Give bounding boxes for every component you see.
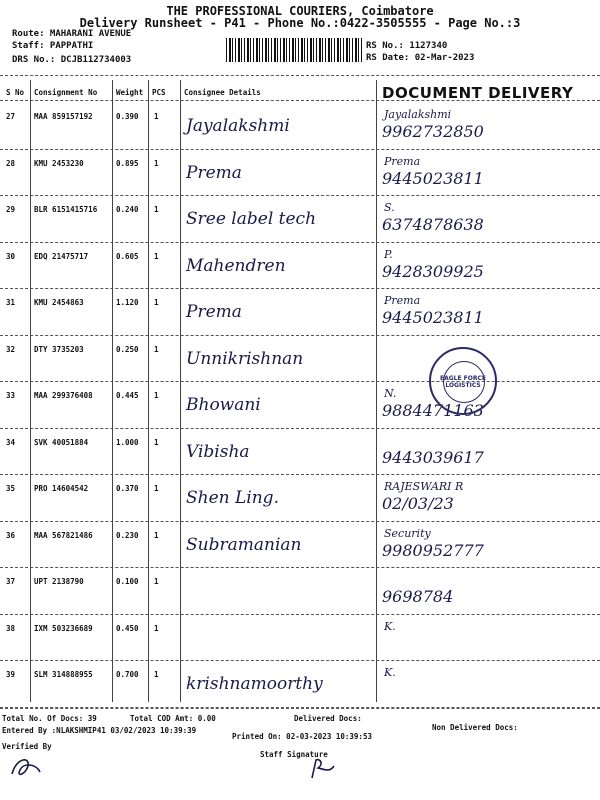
row-divider <box>0 474 600 475</box>
row-weight: 0.450 <box>116 623 139 633</box>
row-pcs: 1 <box>154 344 159 354</box>
row-divider <box>0 242 600 243</box>
row-divider <box>0 288 600 289</box>
col-sno: S No <box>6 88 25 97</box>
company-seal <box>429 347 497 415</box>
row-weight: 0.250 <box>116 344 139 354</box>
delivered-docs: Delivered Docs: <box>294 714 362 723</box>
row-pcs: 1 <box>154 298 159 307</box>
row-receiver-phone: 9443039617 <box>382 447 484 467</box>
row-pcs: 1 <box>154 158 159 168</box>
row-consignment-no: MAA 299376408 <box>34 391 93 400</box>
row-pcs: 1 <box>154 670 159 679</box>
row-receiver-sign: Prema <box>384 294 421 307</box>
row-divider <box>0 614 600 615</box>
row-divider <box>0 335 600 336</box>
row-consignment-no: DTY 3735203 <box>34 344 84 354</box>
divider <box>0 708 600 709</box>
col-consignment: Consignment No <box>34 88 98 97</box>
row-pcs: 1 <box>154 391 159 400</box>
row-consignee-name: Sree label tech <box>186 209 317 229</box>
row-receiver-sign: RAJESWARI R <box>384 480 464 493</box>
row-receiver-sign: N. <box>384 387 397 400</box>
row-pcs: 1 <box>154 484 159 493</box>
row-sno: 28 <box>6 158 16 168</box>
column-rule <box>112 80 113 702</box>
document-delivery-stamp: DOCUMENT DELIVERY <box>382 84 574 102</box>
col-weight: Weight <box>116 88 144 97</box>
row-weight: 1.000 <box>116 437 139 447</box>
row-sno: 30 <box>6 251 16 261</box>
row-consignment-no: KMU 2454863 <box>34 298 84 307</box>
row-weight: 0.390 <box>116 112 139 121</box>
row-divider <box>0 149 600 150</box>
row-pcs: 1 <box>154 577 159 586</box>
row-consignment-no: MAA 567821486 <box>34 530 93 540</box>
row-receiver-phone: 9962732850 <box>382 122 484 141</box>
row-weight: 0.240 <box>116 205 139 214</box>
col-pcs: PCS <box>152 88 166 97</box>
drs-number: DRS No.: DCJB112734003 <box>12 55 132 65</box>
row-weight: 0.700 <box>116 670 139 679</box>
row-consignment-no: SLM 314888955 <box>34 670 93 679</box>
row-sno: 35 <box>6 484 16 493</box>
row-pcs: 1 <box>154 623 159 633</box>
row-divider <box>0 567 600 568</box>
row-sno: 33 <box>6 391 16 400</box>
row-receiver-sign: K. <box>384 619 396 633</box>
row-weight: 1.120 <box>116 298 139 307</box>
row-consignee-name: Vibisha <box>186 441 250 462</box>
col-consignee: Consignee Details <box>184 88 261 97</box>
barcode <box>226 38 362 62</box>
column-rule <box>30 80 31 702</box>
row-receiver-sign: Security <box>384 526 431 540</box>
row-sno: 32 <box>6 344 16 354</box>
row-weight: 0.605 <box>116 251 139 261</box>
row-receiver-sign: Jayalakshmi <box>384 108 452 121</box>
row-consignee-name: Mahendren <box>186 255 286 276</box>
row-pcs: 1 <box>154 437 159 447</box>
total-cod: Total COD Amt: 0.00 <box>130 714 216 723</box>
row-receiver-phone: 9884471163 <box>382 401 484 420</box>
row-divider <box>0 428 600 429</box>
row-consignment-no: IXM 503236689 <box>34 623 93 633</box>
staff-signature-label: Staff Signature <box>260 750 328 759</box>
row-consignment-no: EDQ 21475717 <box>34 251 89 261</box>
column-rule <box>376 80 377 702</box>
row-receiver-sign: K. <box>384 666 396 679</box>
row-consignment-no: SVK 40051884 <box>34 437 89 447</box>
row-consignee-name: Unnikrishnan <box>186 348 304 369</box>
row-consignee-name: Shen Ling. <box>186 488 279 508</box>
column-rule <box>180 80 181 702</box>
row-consignment-no: UPT 2138790 <box>34 577 84 586</box>
row-sno: 31 <box>6 298 16 307</box>
divider <box>0 100 600 101</box>
row-weight: 0.445 <box>116 391 139 400</box>
row-consignee-name: Jayalakshmi <box>186 116 290 136</box>
row-receiver-phone: 9445023811 <box>382 308 484 327</box>
entered-by: Entered By :NLAKSHMIP41 03/02/2023 10:39:39 <box>2 726 197 735</box>
row-receiver-phone: 9445023811 <box>382 168 484 188</box>
row-sno: 29 <box>6 205 16 214</box>
row-receiver-phone: 6374878638 <box>382 215 484 234</box>
row-sno: 36 <box>6 530 16 540</box>
row-consignee-name: Subramanian <box>186 534 302 555</box>
row-receiver-phone: 9980952777 <box>382 540 484 560</box>
divider <box>0 75 600 76</box>
row-divider <box>0 381 600 382</box>
rs-date: RS Date: 02-Mar-2023 <box>366 53 475 63</box>
row-sno: 39 <box>6 670 16 679</box>
row-consignment-no: MAA 859157192 <box>34 112 93 121</box>
row-receiver-sign: Prema <box>384 154 421 168</box>
row-receiver-sign: P. <box>384 247 393 261</box>
column-rule <box>148 80 149 702</box>
row-consignment-no: KMU 2453230 <box>34 158 84 168</box>
row-consignee-name: Bhowani <box>186 395 261 415</box>
row-receiver-phone: 9698784 <box>382 587 454 606</box>
row-weight: 0.100 <box>116 577 139 586</box>
row-divider <box>0 521 600 522</box>
row-divider <box>0 195 600 196</box>
non-delivered-docs: Non Delivered Docs: <box>432 723 518 732</box>
row-sno: 37 <box>6 577 16 586</box>
staff-signature <box>306 754 340 784</box>
row-sno: 27 <box>6 112 16 121</box>
row-consignee-name: Prema <box>186 302 242 322</box>
row-consignment-no: BLR 6151415716 <box>34 205 98 214</box>
row-consignee-name: Prema <box>186 162 242 183</box>
total-docs: Total No. Of Docs: 39 <box>2 714 97 723</box>
company-title: THE PROFESSIONAL COURIERS, Coimbatore <box>166 4 434 18</box>
row-weight: 0.895 <box>116 158 139 168</box>
row-receiver-phone: 02/03/23 <box>382 494 454 513</box>
printed-on: Printed On: 02-03-2023 10:39:53 <box>232 732 372 741</box>
row-divider <box>0 660 600 661</box>
row-pcs: 1 <box>154 205 159 214</box>
row-consignee-name: krishnamoorthy <box>186 674 323 694</box>
row-pcs: 1 <box>154 112 159 121</box>
verifier-signature <box>6 752 46 782</box>
row-consignment-no: PRO 14604542 <box>34 484 89 493</box>
row-receiver-sign: S. <box>384 201 395 214</box>
row-receiver-phone: 9428309925 <box>382 261 484 281</box>
row-weight: 0.230 <box>116 530 139 540</box>
row-pcs: 1 <box>154 251 159 261</box>
seal-text: EAGLE FORCE LOGISTICS <box>440 375 486 389</box>
row-sno: 38 <box>6 623 16 633</box>
row-pcs: 1 <box>154 530 159 540</box>
verified-by: Verified By <box>2 742 52 751</box>
row-sno: 34 <box>6 437 16 447</box>
rs-number: RS No.: 1127340 <box>366 41 448 51</box>
row-weight: 0.370 <box>116 484 139 493</box>
route-label: Route: MAHARANI AVENUE <box>12 29 132 39</box>
runsheet-title: Delivery Runsheet - P41 - Phone No.:0422-3505555 - Page No.:3 <box>79 16 521 30</box>
staff-label: Staff: PAPPATHI <box>12 41 94 51</box>
